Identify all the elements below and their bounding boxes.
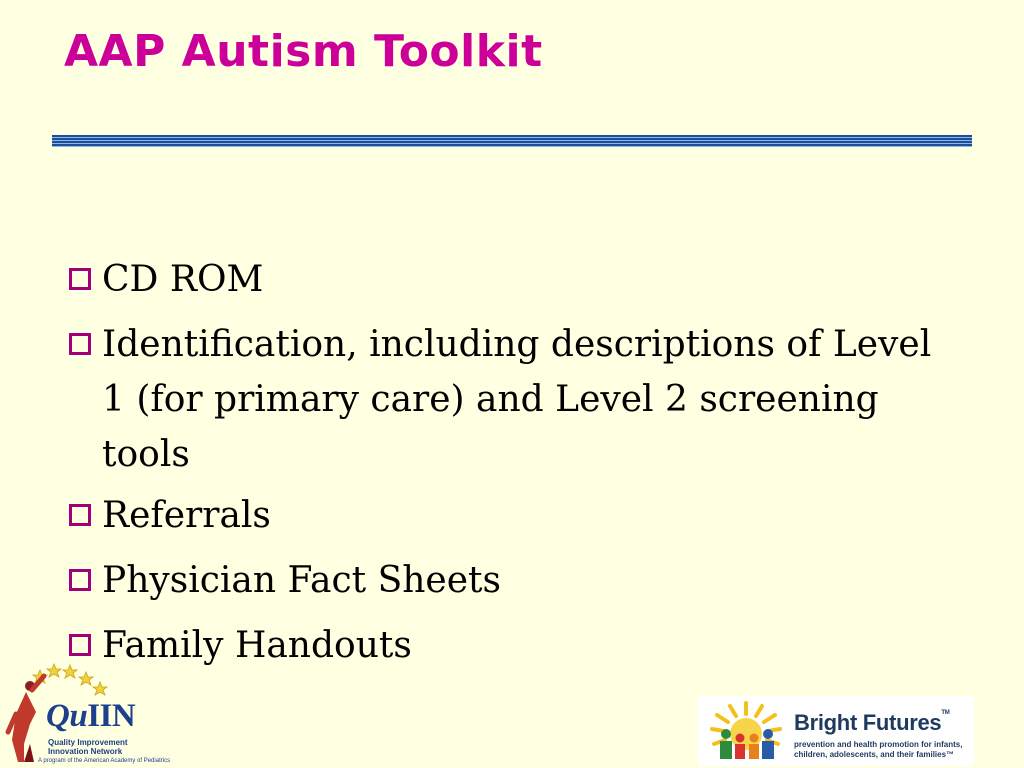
bullet-item [64, 317, 934, 482]
bright-futures-logo [698, 696, 974, 766]
quiin-tagline: A program of the American Academy of Pediatrics [38, 758, 171, 764]
bullet-list [64, 252, 934, 683]
quiin-wordmark-qu: Qu [46, 698, 88, 734]
bullet-item [64, 618, 934, 673]
bright-futures-family-icon [704, 700, 788, 762]
bullet-text: Physician Fact Sheets [102, 560, 501, 601]
bullet-text: Identification, including descriptions of Level 1 (for primary care) and Level 2 screening tools [102, 324, 932, 475]
checkbox-bullet-icon [69, 268, 91, 290]
bullet-item [64, 252, 934, 307]
checkbox-bullet-icon [69, 634, 91, 656]
bullet-item [64, 553, 934, 608]
quiin-subtitle-line2: Innovation Network [48, 747, 123, 756]
bright-futures-name: Bright Futures [794, 710, 942, 735]
bullet-text: Family Handouts [102, 625, 412, 666]
title-divider [52, 135, 972, 147]
bright-futures-tagline: prevention and health promotion for infants, children, adolescents, and their families™ [794, 740, 963, 759]
bullet-item [64, 488, 934, 543]
bullet-text: CD ROM [102, 259, 264, 300]
bright-futures-wordmark [794, 710, 949, 736]
quiin-wordmark [46, 698, 135, 735]
quiin-logo [4, 662, 171, 766]
quiin-wordmark-rest: IIN [87, 698, 136, 734]
bright-futures-trademark: TM [941, 710, 950, 716]
bullet-text: Referrals [102, 495, 271, 536]
checkbox-bullet-icon [69, 569, 91, 591]
quiin-subtitle-line1: Quality Improvement [48, 738, 128, 747]
checkbox-bullet-icon [69, 504, 91, 526]
checkbox-bullet-icon [69, 333, 91, 355]
quiin-subtitle [48, 738, 128, 756]
slide-title: AAP Autism Toolkit [64, 26, 543, 77]
